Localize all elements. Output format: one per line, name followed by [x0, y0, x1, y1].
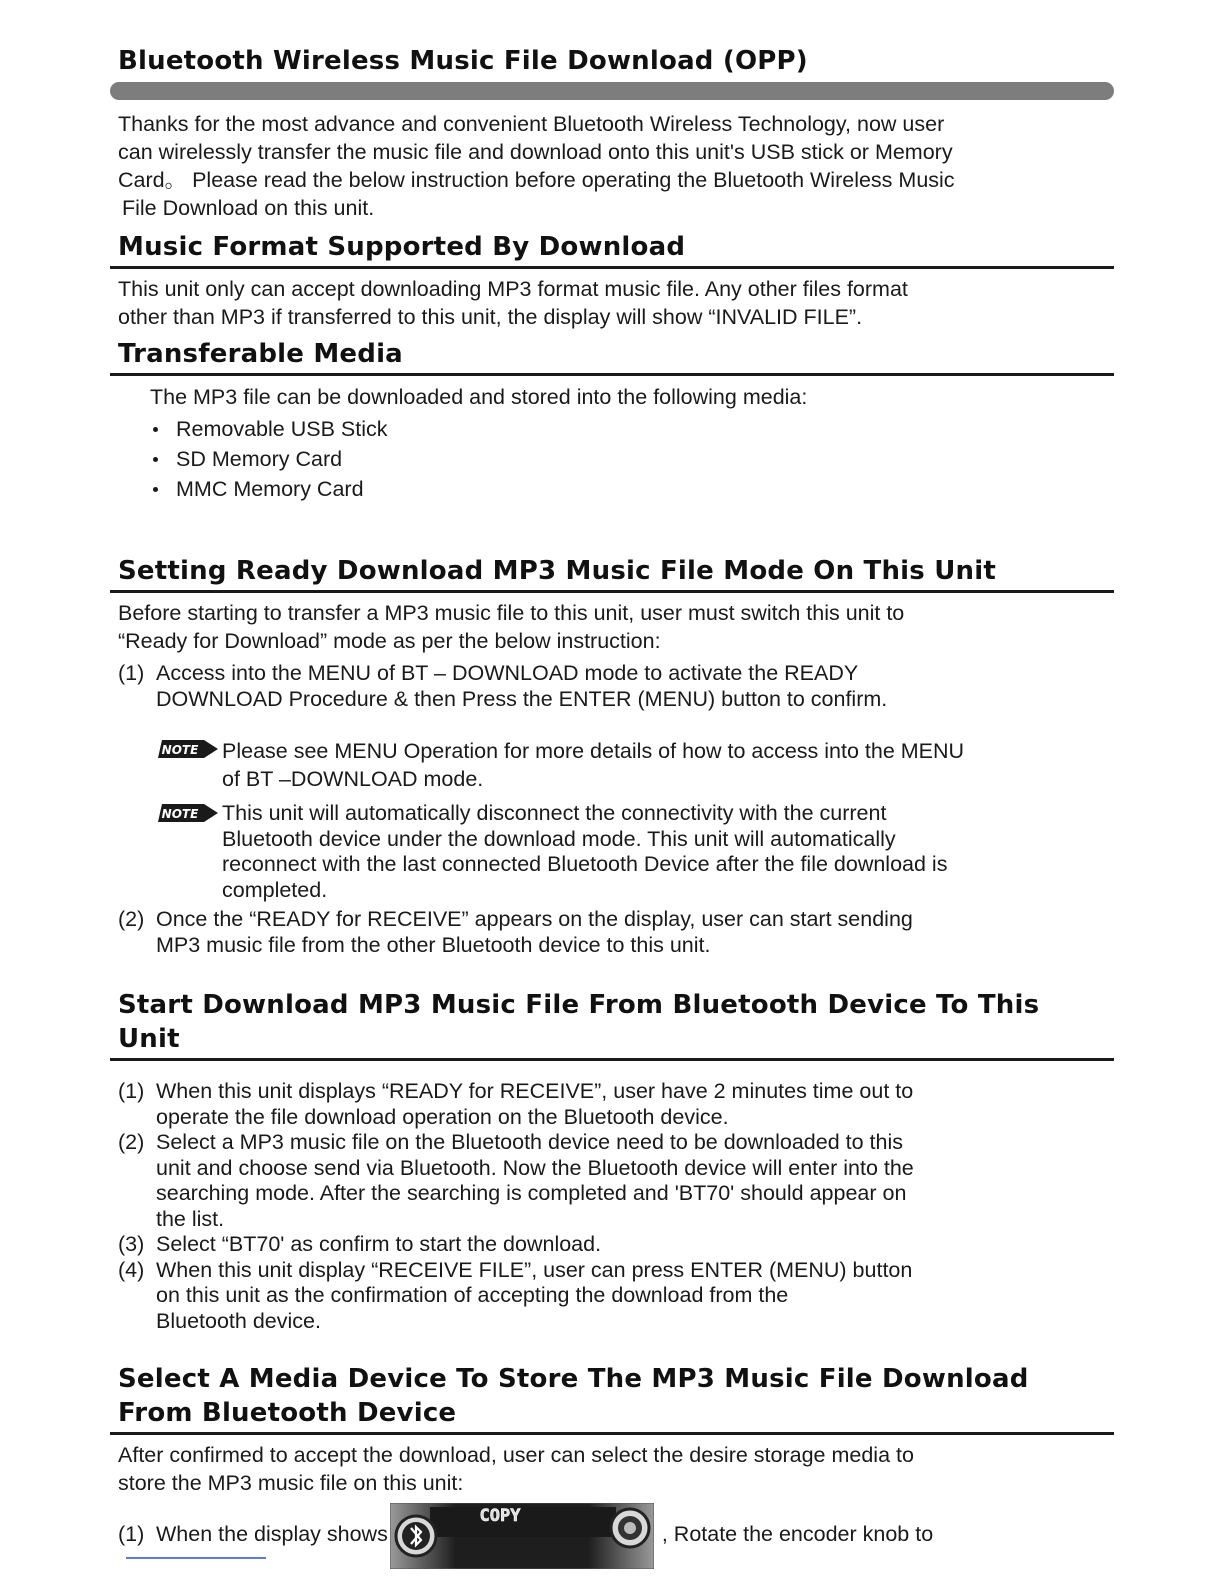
bullet-icon: [153, 487, 158, 492]
lcd-copy-text: COPY: [479, 1506, 521, 1527]
step-line: MP3 music file from the other Bluetooth device to this unit.: [156, 932, 711, 957]
step-line: unit and choose send via Bluetooth. Now the Bluetooth device will enter into the: [156, 1155, 914, 1180]
media-item-usb: Removable USB Stick: [176, 417, 388, 441]
ready-rule: [110, 590, 1114, 593]
start-step-4: [118, 1258, 1108, 1335]
step-number: (3): [118, 1232, 145, 1256]
note-label: NOTE: [161, 743, 199, 757]
page-footer-line: [126, 1557, 266, 1559]
lcd-display: [390, 1503, 654, 1569]
bullet-icon: [153, 457, 158, 462]
step-text-before: When the display shows: [156, 1522, 388, 1546]
start-step-1: [118, 1079, 1108, 1130]
select-intro-line-2: store the MP3 music file on this unit:: [118, 1471, 464, 1495]
step-line: When this unit display “RECEIVE FILE”, user can press ENTER (MENU) button: [156, 1257, 913, 1282]
step-line: operate the file download operation on the Bluetooth device.: [156, 1104, 729, 1129]
note-line: Please see MENU Operation for more details of how to access into the MENU: [222, 739, 965, 763]
format-line-1: This unit only can accept downloading MP3 format music file. Any other files format: [118, 277, 908, 301]
bullet-icon: [153, 427, 158, 432]
opp-title: Bluetooth Wireless Music File Download (OPP): [118, 46, 808, 76]
media-intro: The MP3 file can be downloaded and stored into the following media:: [150, 385, 808, 409]
opp-intro-line-2: can wirelessly transfer the music file and download onto this unit's USB stick or Memory: [118, 140, 953, 164]
manual-page: [118, 40, 1108, 1549]
step-line: Bluetooth device.: [156, 1308, 321, 1333]
note-2: [158, 801, 1108, 903]
step-line: the list.: [156, 1206, 225, 1231]
note-line: reconnect with the last connected Bluetooth Device after the file download is: [222, 852, 948, 876]
step-line: Once the “READY for RECEIVE” appears on the display, user can start sending: [156, 907, 913, 931]
note-label: NOTE: [161, 807, 199, 821]
ready-step-1: [118, 661, 1108, 712]
select-rule: [110, 1432, 1114, 1435]
step-line: Select a MP3 music file on the Bluetooth device need to be downloaded to this: [156, 1130, 903, 1154]
step-number: (1): [118, 1079, 145, 1103]
note-1: [158, 737, 1108, 793]
note-line: Bluetooth device under the download mode. This unit will automatically: [222, 826, 896, 851]
format-rule: [110, 266, 1114, 269]
note-line: of BT –DOWNLOAD mode.: [222, 767, 484, 791]
step-line: When this unit displays “READY for RECEIVE”, user have 2 minutes time out to: [156, 1079, 914, 1103]
step-number: (1): [118, 661, 145, 685]
format-title: Music Format Supported By Download: [118, 232, 686, 262]
list-item: [150, 414, 1108, 444]
list-item: [150, 474, 1108, 504]
step-line: searching mode. After the searching is completed and 'BT70' should appear on: [156, 1181, 907, 1205]
step-number: (4): [118, 1257, 145, 1282]
ready-title: Setting Ready Download MP3 Music File Mode On This Unit: [118, 556, 996, 586]
ready-intro-line-2: “Ready for Download” mode as per the below instruction:: [118, 629, 661, 653]
media-item-sd: SD Memory Card: [176, 447, 343, 471]
step-line: DOWNLOAD Procedure & then Press the ENTER (MENU) button to confirm.: [156, 686, 888, 711]
media-title: Transferable Media: [118, 339, 403, 369]
title-bar: [110, 82, 1114, 100]
start-rule: [110, 1058, 1114, 1061]
media-list: [150, 414, 1108, 504]
step-text-after: , Rotate the encoder knob to: [661, 1522, 934, 1546]
step-number: (1): [118, 1522, 145, 1546]
step-line: Access into the MENU of BT – DOWNLOAD mode to activate the READY: [156, 661, 859, 685]
start-steps: [118, 1079, 1108, 1334]
media-rule: [110, 373, 1114, 376]
select-title-line-2: From Bluetooth Device: [118, 1398, 457, 1428]
step-number: (2): [118, 907, 145, 931]
opp-intro-line-4: File Download on this unit.: [122, 196, 375, 220]
step-number: (2): [118, 1130, 145, 1154]
opp-intro-line-3: Card。 Please read the below instruction before operating the Bluetooth Wireless Music: [118, 168, 955, 192]
note-arrow-icon: [158, 737, 222, 763]
select-step-1: [118, 1506, 1108, 1549]
select-title-line-1: Select A Media Device To Store The MP3 Music File Download: [118, 1364, 1029, 1394]
format-line-2: other than MP3 if transferred to this unit, the display will show “INVALID FILE”.: [118, 305, 863, 329]
step-line: on this unit as the confirmation of accepting the download from the: [156, 1283, 789, 1307]
list-item: [150, 444, 1108, 474]
start-title: Start Download MP3 Music File From Bluetooth Device To This Unit: [118, 990, 1040, 1054]
note-arrow-icon: [158, 801, 222, 827]
start-step-3: [118, 1232, 1108, 1258]
note-line: completed.: [222, 877, 328, 902]
opp-intro-line-1: Thanks for the most advance and convenient Bluetooth Wireless Technology, now user: [118, 112, 945, 136]
select-intro-line-1: After confirmed to accept the download, user can select the desire storage media to: [118, 1443, 914, 1467]
step-line: Select “BT70' as confirm to start the download.: [156, 1232, 602, 1256]
ready-step-2: [118, 907, 1108, 958]
media-item-mmc: MMC Memory Card: [176, 477, 364, 501]
note-line: This unit will automatically disconnect the connectivity with the current: [222, 801, 887, 825]
ready-intro-line-1: Before starting to transfer a MP3 music file to this unit, user must switch this unit to: [118, 601, 905, 625]
start-step-2: [118, 1130, 1108, 1232]
